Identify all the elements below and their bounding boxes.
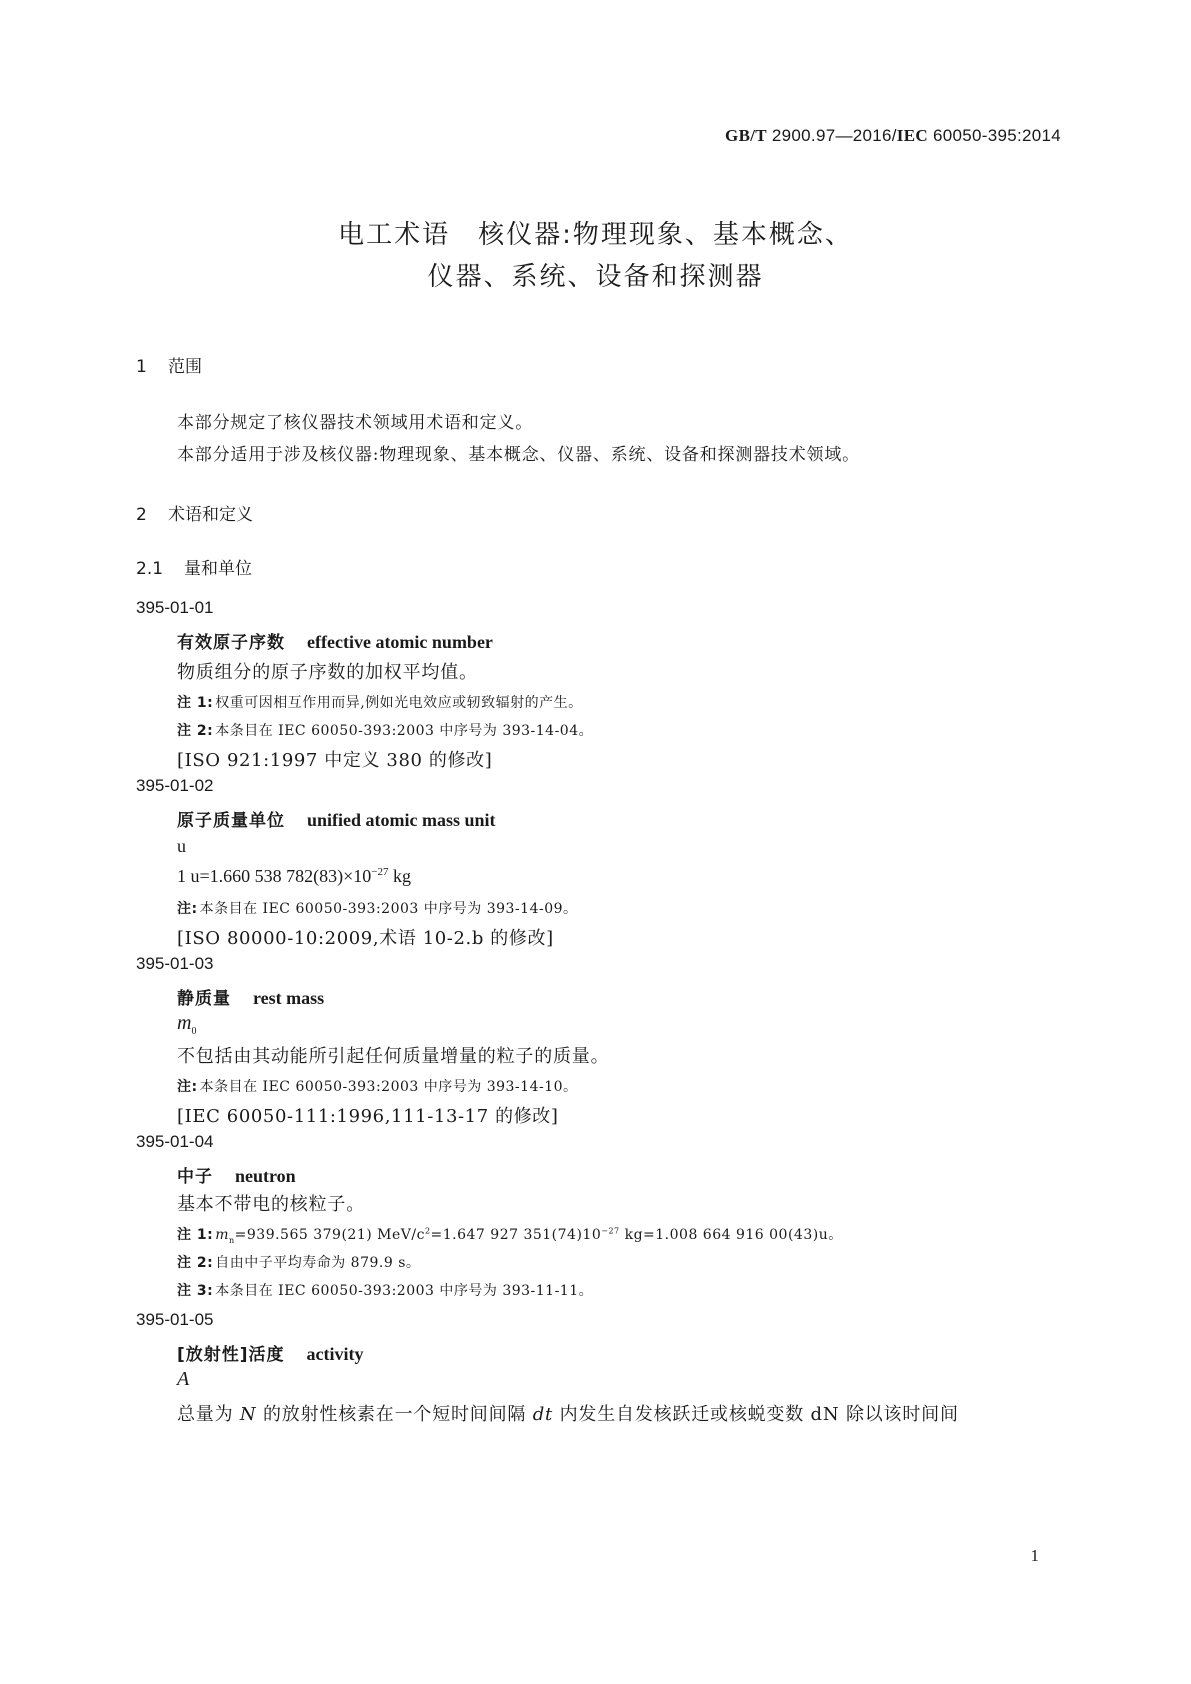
note-text: 本条目在 IEC 60050-393:2003 中序号为 393-14-04。 [215, 723, 594, 739]
standard-code [725, 126, 1061, 146]
term [177, 1162, 296, 1187]
variable-N: N [239, 1404, 257, 1425]
document-title-line-1: 电工术语 核仪器:物理现象、基本概念、 [338, 220, 853, 250]
section-title: 术语和定义 [168, 505, 253, 525]
source-reference: [ISO 921:1997 中定义 380 的修改] [177, 750, 493, 771]
iec-number: 60050-395:2014 [927, 126, 1061, 145]
paragraph: 本部分规定了核仪器技术领域用术语和定义。 [177, 413, 533, 433]
note [177, 1252, 420, 1272]
page-number: 1 [1030, 1546, 1039, 1565]
note-text: 本条目在 IEC 60050-393:2003 中序号为 393-14-09。 [199, 901, 578, 917]
note-text: 权重可因相互作用而异,例如光电效应或轫致辐射的产生。 [215, 695, 583, 711]
entry-id: 395-01-05 [136, 1310, 214, 1329]
term [177, 806, 496, 831]
note-text: 本条目在 IEC 60050-393:2003 中序号为 393-14-10。 [199, 1079, 578, 1095]
definition-text: 总量为 [177, 1404, 240, 1425]
formula-unit: kg [388, 866, 412, 886]
note-value: =939.565 379(21) MeV/c [234, 1227, 425, 1243]
symbol [177, 1012, 196, 1037]
term-chinese: 静质量 [177, 989, 231, 1009]
symbol: A [177, 1368, 190, 1390]
term-english: activity [306, 1344, 364, 1364]
note [177, 898, 578, 918]
definition: 基本不带电的核粒子。 [177, 1194, 365, 1215]
definition-text: 的放射性核素在一个短时间间隔 [256, 1404, 533, 1425]
section-2-heading [136, 500, 253, 525]
note-text: 自由中子平均寿命为 879.9 s。 [215, 1255, 421, 1271]
mass-symbol: m [215, 1227, 229, 1243]
section-title: 范围 [168, 357, 202, 377]
formula-base: 1 u=1.660 538 782(83)×10 [177, 866, 372, 886]
variable-dt: dt [532, 1404, 554, 1425]
section-number: 2 [136, 505, 147, 525]
term [177, 628, 493, 653]
note [177, 1224, 843, 1245]
document-title-line-2: 仪器、系统、设备和探测器 [427, 262, 764, 292]
formula [177, 866, 411, 887]
term-english: neutron [235, 1166, 296, 1186]
note-label: 注 1: [177, 695, 214, 711]
note-text: 本条目在 IEC 60050-393:2003 中序号为 393-11-11。 [215, 1283, 594, 1299]
formula-exponent: −27 [371, 866, 389, 878]
section-1-heading [136, 352, 202, 377]
source-reference: [ISO 80000-10:2009,术语 10-2.b 的修改] [177, 928, 554, 949]
term-english: effective atomic number [307, 632, 493, 652]
iec-prefix: IEC [896, 126, 928, 145]
term-chinese: 中子 [177, 1167, 213, 1187]
term-chinese: [放射性]活度 [177, 1345, 285, 1365]
entry-id: 395-01-04 [136, 1132, 214, 1151]
section-number: 1 [136, 357, 147, 377]
symbol: u [177, 836, 186, 856]
variable-dN: dN [810, 1404, 840, 1425]
note-label: 注 2: [177, 1255, 214, 1271]
entry-id: 395-01-03 [136, 954, 214, 973]
note-label: 注 1: [177, 1227, 214, 1243]
note-superscript: 2 [424, 1226, 431, 1236]
note-value: =1.647 927 351(74)10 [430, 1227, 602, 1243]
symbol-base: m [177, 1012, 192, 1034]
definition [177, 1400, 959, 1426]
note [177, 1280, 593, 1300]
note [177, 692, 583, 712]
note-label: 注: [177, 1079, 198, 1095]
section-title: 量和单位 [184, 559, 252, 579]
note [177, 1076, 578, 1096]
entry-id: 395-01-01 [136, 598, 214, 617]
section-2-1-heading [136, 554, 252, 579]
note-superscript: −27 [601, 1226, 620, 1236]
definition-text: 除以该时间间 [839, 1404, 959, 1425]
term-chinese: 原子质量单位 [177, 811, 285, 831]
standard-prefix: GB/T [725, 126, 767, 145]
definition: 不包括由其动能所引起任何质量增量的粒子的质量。 [177, 1046, 610, 1067]
term [177, 984, 324, 1009]
mass-subscript: n [229, 1235, 235, 1245]
standard-number: 2900.97—2016/ [766, 126, 897, 145]
definition: 物质组分的原子序数的加权平均值。 [177, 662, 478, 683]
note-label: 注: [177, 901, 198, 917]
term-english: unified atomic mass unit [307, 810, 496, 830]
note-label: 注 3: [177, 1283, 214, 1299]
definition-text: 内发生自发核跃迁或核蜕变数 [553, 1404, 811, 1425]
note [177, 720, 593, 740]
term [177, 1340, 364, 1365]
note-label: 注 2: [177, 723, 214, 739]
section-number: 2.1 [136, 559, 164, 579]
source-reference: [IEC 60050-111:1996,111-13-17 的修改] [177, 1106, 559, 1127]
note-value: kg=1.008 664 916 00(43)u。 [619, 1227, 843, 1243]
term-english: rest mass [253, 988, 325, 1008]
symbol-subscript: 0 [191, 1026, 197, 1037]
entry-id: 395-01-02 [136, 776, 214, 795]
paragraph: 本部分适用于涉及核仪器:物理现象、基本概念、仪器、系统、设备和探测器技术领域。 [177, 445, 860, 465]
term-chinese: 有效原子序数 [177, 633, 285, 653]
